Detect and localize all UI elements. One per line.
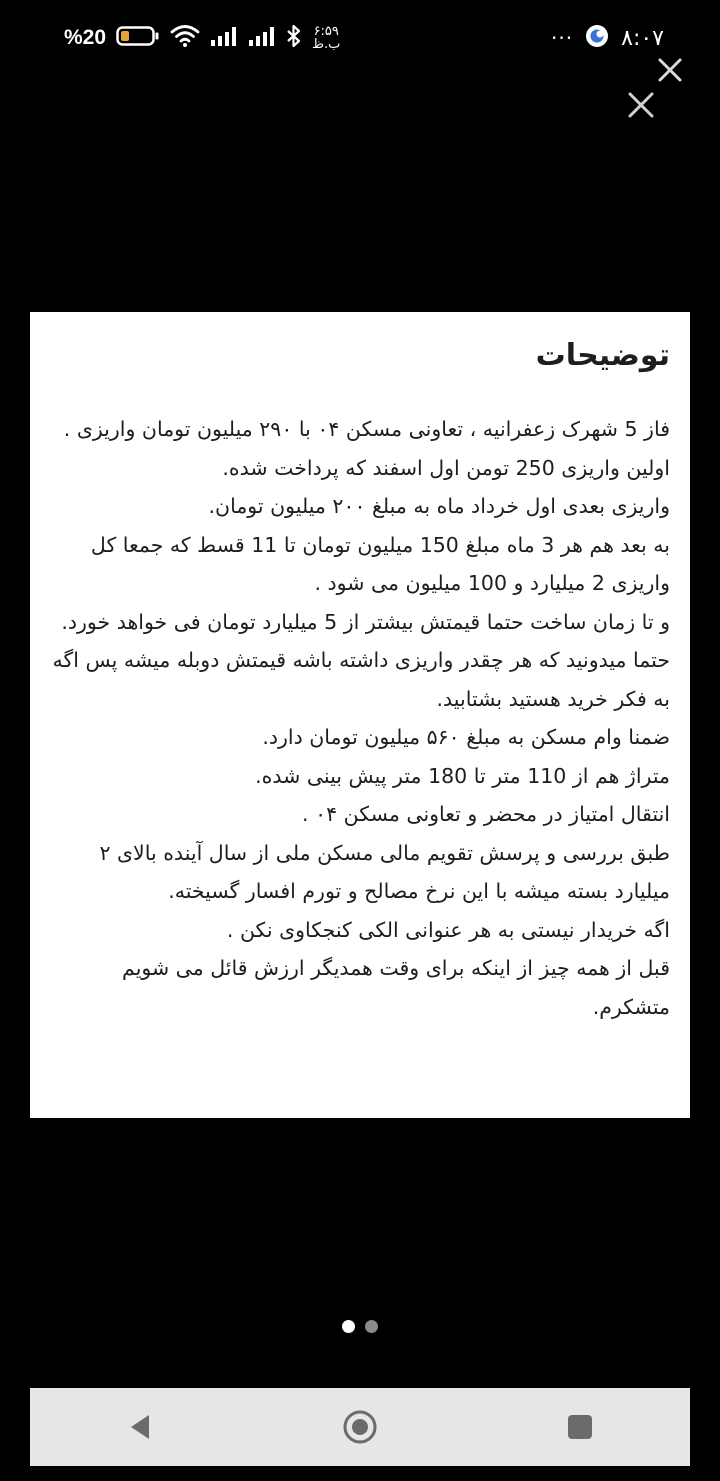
close-icon[interactable] — [656, 56, 684, 84]
paragraph: انتقال امتیاز در محضر و تعاونی مسکن ۰۴ . — [302, 802, 670, 826]
wifi-icon — [170, 24, 200, 52]
paragraph: به بعد هم هر 3 ماه مبلغ 150 میلیون تومان تا 11 قسط که جمعا کل واریزی 2 میلیارد و 100 میلیون می شود . — [90, 532, 670, 595]
back-icon — [127, 1413, 153, 1441]
page-dot-active[interactable] — [342, 1320, 355, 1333]
status-bar — [0, 20, 720, 56]
page-indicator — [0, 1320, 720, 1333]
paragraph: ضمنا وام مسکن به مبلغ ۵۶۰ میلیون تومان دارد. — [262, 725, 670, 749]
recents-button[interactable] — [550, 1397, 610, 1457]
status-clock: ۸:۰۷ — [621, 25, 664, 51]
card-title: توضیحات — [535, 338, 670, 373]
overflow-dots: ··· — [551, 26, 574, 50]
paragraph: اولین واریزی 250 تومن اول اسفند که پرداخت شده. — [222, 455, 670, 480]
signal-icon — [210, 26, 238, 50]
status-bar-right — [551, 20, 664, 56]
paragraph: فاز 5 شهرک زعفرانیه ، تعاونی مسکن ۰۴ با ۲۹۰ میلیون تومان واریزی . — [63, 417, 670, 441]
home-icon — [342, 1409, 378, 1445]
navigation-bar — [30, 1388, 690, 1466]
paragraph: واریزی بعدی اول خرداد ماه به مبلغ ۲۰۰ میلیون تومان. — [208, 494, 670, 518]
paragraph: قبل از همه چیز از اینکه برای وقت همدیگر ارزش قائل می شویم متشکرم. — [122, 956, 670, 1019]
description-text — [50, 410, 670, 1026]
paragraph: و تا زمان ساخت حتما قیمتش بیشتر از 5 میلیارد تومان فی خواهد خورد. — [61, 609, 670, 634]
recents-icon — [567, 1414, 593, 1440]
page-dot[interactable] — [365, 1320, 378, 1333]
back-button[interactable] — [110, 1397, 170, 1457]
paragraph: حتما میدونید که هر چقدر واریزی داشته باشه قیمتش دوبله میشه پس اگه به فکر خرید هستید بشتابید. — [52, 648, 670, 711]
paragraph: اگه خریدار نیستی به هر عنوانی الکی کنجکاوی نکن . — [226, 917, 670, 942]
status-bar-left — [64, 20, 340, 56]
close-button[interactable] — [626, 90, 656, 120]
signal-icon — [248, 26, 276, 50]
battery-percentage: %20 — [64, 26, 107, 49]
paragraph: طبق بررسی و پرسش تقویم مالی مسکن ملی از سال آینده بالای ۲ میلیارد بسته میشه با این نرخ مصالح و تورم افسار گسیخته. — [99, 840, 670, 903]
paragraph: متراژ هم از 110 متر تا 180 متر پیش بینی شده. — [255, 763, 670, 788]
home-button[interactable] — [330, 1397, 390, 1457]
status-time-small: ۶:۵۹ ب.ظ — [312, 24, 341, 52]
description-card — [30, 312, 690, 1118]
battery-icon — [116, 25, 160, 51]
bluetooth-icon — [286, 24, 302, 52]
app-notification-icon — [585, 24, 609, 52]
